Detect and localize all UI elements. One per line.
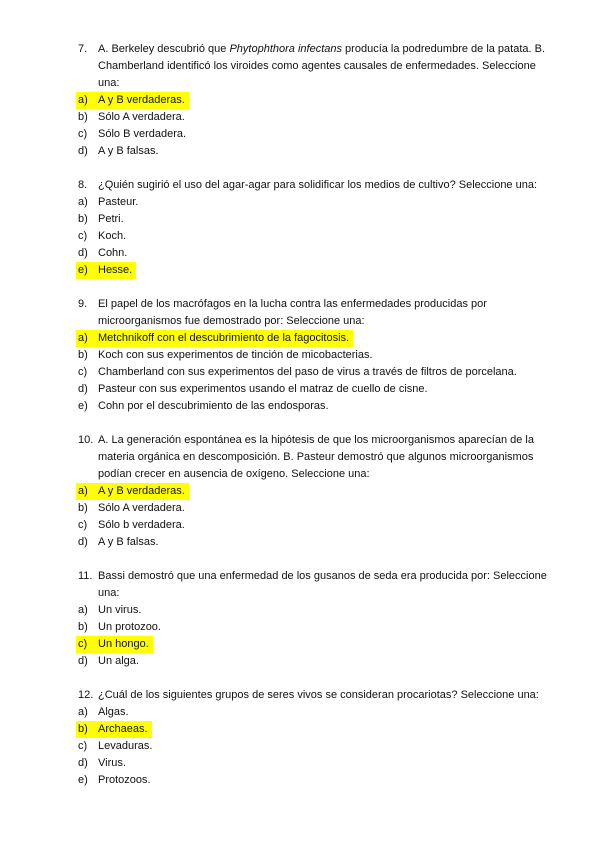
option-text: Virus. [98, 757, 126, 769]
option-letter: c) [78, 230, 88, 242]
option-text: Protozoos. [98, 774, 151, 786]
option-row [78, 517, 552, 534]
option-letter: e) [78, 400, 88, 412]
option-row [78, 381, 552, 398]
option-text: A y B falsas. [98, 145, 159, 157]
option-text: Un alga. [98, 655, 139, 667]
question-stem [78, 568, 552, 602]
question-9 [78, 296, 552, 415]
option-text: Cohn. [98, 247, 128, 259]
question-number: 7. [78, 43, 88, 55]
option-text: Chamberland con sus experimentos del paso de virus a través de filtros de porcelana. [98, 366, 517, 378]
question-text: A. La generación espontánea es la hipótesis de que los microorganismos aparecían de la materia orgánica en descomposición. B. Pasteur demostró que algunos microorganismos podían crecer en ausencia de oxígeno. Seleccione una: [98, 434, 534, 480]
option-text: A y B verdaderas. [98, 94, 185, 106]
option-row [78, 143, 552, 160]
option-row [78, 738, 552, 755]
question-number: 12. [78, 689, 94, 701]
option-row [78, 755, 552, 772]
option-letter: c) [78, 638, 88, 650]
question-number: 8. [78, 179, 88, 191]
option-letter: d) [78, 247, 88, 259]
option-letter: d) [78, 757, 88, 769]
option-letter: c) [78, 366, 88, 378]
option-letter: a) [78, 485, 88, 497]
question-text: producía la podredumbre de la patata. B. Chamberland identificó los viroides como agentes causales de enfermedades. Seleccione una: [98, 43, 546, 89]
option-letter: c) [78, 128, 88, 140]
question-stem [78, 687, 552, 704]
option-letter: d) [78, 536, 88, 548]
option-row-highlighted [76, 262, 136, 279]
question-8 [78, 177, 552, 279]
option-letter: b) [78, 213, 88, 225]
option-text: Un hongo. [98, 638, 149, 650]
option-text: Archaeas. [98, 723, 148, 735]
option-row-highlighted [76, 483, 189, 500]
option-text: Koch con sus experimentos de tinción de micobacterias. [98, 349, 373, 361]
question-7 [78, 41, 552, 160]
question-stem [78, 296, 552, 330]
question-stem [78, 177, 552, 194]
option-text: Hesse. [98, 264, 133, 276]
option-text: Metchnikoff con el descubrimiento de la fagocitosis. [98, 332, 350, 344]
option-text: Pasteur con sus experimentos usando el matraz de cuello de cisne. [98, 383, 428, 395]
question-number: 11. [78, 570, 93, 582]
question-text: Bassi demostró que una enfermedad de los gusanos de seda era producida por: Seleccione una: [98, 570, 547, 599]
option-letter: a) [78, 332, 88, 344]
option-row [78, 126, 552, 143]
option-letter: a) [78, 604, 88, 616]
option-row [78, 772, 552, 789]
question-10 [78, 432, 552, 551]
option-row [78, 500, 552, 517]
option-letter: d) [78, 383, 88, 395]
question-12 [78, 687, 552, 789]
option-letter: b) [78, 349, 88, 361]
question-text: El papel de los macrófagos en la lucha contra las enfermedades producidas por microorganismos fue demostrado por: Seleccione una: [98, 298, 487, 327]
option-row [78, 704, 552, 721]
option-row [78, 602, 552, 619]
option-row-highlighted [76, 636, 153, 653]
option-text: Petri. [98, 213, 124, 225]
option-text: Sólo B verdadera. [98, 128, 187, 140]
option-text: Koch. [98, 230, 127, 242]
option-letter: b) [78, 621, 88, 633]
option-text: A y B verdaderas. [98, 485, 185, 497]
question-number: 9. [78, 298, 88, 310]
option-row [78, 109, 552, 126]
option-row-highlighted [76, 92, 189, 109]
option-letter: c) [78, 740, 88, 752]
question-number: 10. [78, 434, 94, 446]
option-text: Un protozoo. [98, 621, 161, 633]
option-letter: a) [78, 706, 88, 718]
option-text: Sólo A verdadera. [98, 111, 185, 123]
option-row [78, 347, 552, 364]
option-letter: b) [78, 111, 88, 123]
option-letter: a) [78, 196, 88, 208]
option-row [78, 211, 552, 228]
option-letter: d) [78, 655, 88, 667]
question-text: ¿Quién sugirió el uso del agar-agar para solidificar los medios de cultivo? Seleccione una: [98, 179, 538, 191]
option-text: Sólo b verdadera. [98, 519, 185, 531]
question-text: A. Berkeley descubrió que [98, 43, 230, 55]
option-letter: e) [78, 774, 88, 786]
option-row [78, 398, 552, 415]
option-letter: b) [78, 502, 88, 514]
option-letter: b) [78, 723, 88, 735]
question-11 [78, 568, 552, 670]
option-row [78, 364, 552, 381]
option-row [78, 245, 552, 262]
option-text: Un virus. [98, 604, 142, 616]
question-text-italic: Phytophthora infectans [229, 43, 342, 55]
option-text: Algas. [98, 706, 129, 718]
option-row [78, 619, 552, 636]
option-letter: c) [78, 519, 88, 531]
option-letter: d) [78, 145, 88, 157]
option-text: A y B falsas. [98, 536, 159, 548]
option-text: Cohn por el descubrimiento de las endosporas. [98, 400, 329, 412]
option-row [78, 228, 552, 245]
option-row-highlighted [76, 721, 152, 738]
option-row [78, 194, 552, 211]
option-row [78, 653, 552, 670]
option-text: Sólo A verdadera. [98, 502, 185, 514]
option-row-highlighted [76, 330, 353, 347]
option-text: Pasteur. [98, 196, 139, 208]
question-stem [78, 432, 552, 483]
option-text: Levaduras. [98, 740, 153, 752]
option-letter: e) [78, 264, 88, 276]
option-row [78, 534, 552, 551]
question-text: ¿Cuál de los siguientes grupos de seres vivos se consideran procariotas? Seleccione una: [98, 689, 539, 701]
question-stem [78, 41, 552, 92]
option-letter: a) [78, 94, 88, 106]
